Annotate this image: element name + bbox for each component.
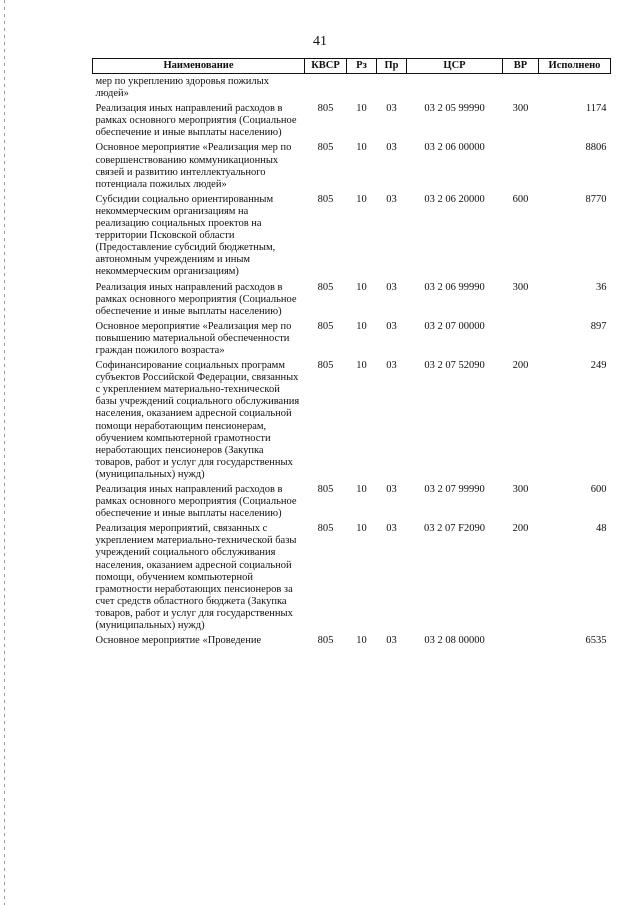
cell-pr: 03 [386, 281, 397, 293]
cell-kvsr: 805 [317, 484, 334, 495]
cell-name: Софинансирование социальных программ субъектов Российской Федерации, связанных с укреплением материально-технической базы учреждений социального обслуживания населения, оказанием адресной социальной помощи неработающим пенсионерам, обучением компьютерной грамотности неработающих пенсионеров (Закупка товаров, работ и услуг для государственных (муниципальных) нужд) [95, 360, 300, 480]
cell-amount: 897 [590, 320, 607, 332]
cell-name: Реализация иных направлений расходов в рамках основного мероприятия (Социальное обеспечение и иные выплаты населению) [95, 484, 297, 520]
table-row [93, 192, 611, 280]
cell-kvsr: 805 [317, 281, 334, 293]
cell-amount: 8770 [585, 193, 607, 205]
cell-vr: 600 [512, 193, 529, 205]
cell-kvsr: 805 [317, 360, 334, 372]
table-header-row [93, 59, 611, 74]
cell-amount: 48 [596, 523, 607, 535]
cell-amount: 1174 [585, 103, 607, 115]
cell-vr [503, 74, 539, 102]
table-row [93, 280, 611, 319]
cell-name: Основное мероприятие «Проведение [95, 635, 262, 647]
cell-rz: 10 [356, 320, 367, 332]
cell-vr: 200 [512, 360, 529, 372]
table-row [93, 482, 611, 521]
cell-pr: 03 [386, 523, 397, 535]
cell-rz: 10 [356, 484, 367, 495]
cell-pr: 03 [386, 193, 397, 205]
cell-name: Субсидии социально ориентированным некоммерческим организациям на реализацию социальных проектов на территории Псковской области (Предоставление субсидий бюджетным, автономным учреждениям и иным некоммерческим организациям) [95, 193, 276, 278]
cell-rz: 10 [356, 360, 367, 372]
cell-kvsr: 805 [317, 320, 334, 332]
cell-amount: 6535 [585, 635, 607, 647]
cell-name: Основное мероприятие «Реализация мер по повышению материальной обеспеченности граждан пожилого возраста» [95, 320, 292, 356]
cell-rz: 10 [356, 281, 367, 293]
cell-csr: 03 2 07 00000 [424, 320, 485, 332]
cell-amount: 8806 [585, 142, 607, 154]
cell-rz: 10 [356, 523, 367, 535]
cell-kvsr: 805 [317, 635, 334, 647]
table-row [93, 358, 611, 482]
cell-pr: 03 [386, 142, 397, 154]
cell-pr: 03 [386, 484, 397, 495]
header-rz: Рз [347, 59, 377, 74]
cell-rz: 10 [356, 635, 367, 647]
table-body [93, 74, 611, 649]
cell-csr: 03 2 06 99990 [424, 281, 485, 293]
cell-rz: 10 [356, 103, 367, 115]
cell-name: Реализация иных направлений расходов в рамках основного мероприятия (Социальное обеспечение и иные выплаты населению) [95, 281, 297, 317]
cell-csr: 03 2 07 99990 [424, 484, 485, 495]
page-number: 41 [313, 34, 327, 49]
cell-vr: 200 [512, 523, 529, 535]
table-row [93, 74, 611, 102]
cell-vr: 300 [512, 103, 529, 115]
header-csr: ЦСР [407, 59, 503, 74]
cell-csr: 03 2 07 F2090 [424, 523, 485, 535]
header-kvsr: КВСР [305, 59, 347, 74]
cell-kvsr: 805 [317, 142, 334, 154]
cell-rz: 10 [356, 142, 367, 154]
cell-csr: 03 2 05 99990 [424, 103, 485, 115]
cell-vr: 300 [512, 484, 529, 495]
cell-amount: 249 [590, 360, 607, 372]
cell-csr [407, 74, 503, 102]
header-vr: ВР [503, 59, 539, 74]
header-pr: Пр [377, 59, 407, 74]
cell-csr: 03 2 08 00000 [424, 635, 485, 647]
table-row [93, 140, 611, 191]
cell-rz: 10 [356, 193, 367, 205]
cell-vr [503, 319, 539, 358]
table-row [93, 101, 611, 140]
cell-vr [503, 633, 539, 648]
cell-csr: 03 2 07 52090 [424, 360, 485, 372]
scan-edge [4, 0, 5, 905]
cell-pr: 03 [386, 320, 397, 332]
cell-name: мер по укреплению здоровья пожилых людей» [95, 76, 269, 100]
cell-csr: 03 2 06 20000 [424, 193, 485, 205]
cell-vr: 300 [512, 281, 529, 293]
cell-amount: 600 [590, 484, 607, 495]
cell-pr: 03 [386, 360, 397, 372]
cell-rz [347, 74, 377, 102]
cell-kvsr: 805 [317, 523, 334, 535]
cell-vr [503, 140, 539, 191]
expenditure-table [92, 58, 611, 648]
cell-name: Реализация мероприятий, связанных с укреплением материально-технической базы учреждений социального обслуживания населения, оказанием адресной социальной помощи, обучением компьютерной грамотности неработающих пенсионеров за счет средств областного бюджета (Закупка товаров, работ и услуг для государственных (муниципальных) нужд) [95, 523, 297, 632]
table-row [93, 633, 611, 648]
table-row [93, 319, 611, 358]
cell-kvsr: 805 [317, 193, 334, 205]
cell-kvsr: 805 [317, 103, 334, 115]
cell-pr: 03 [386, 635, 397, 647]
cell-name: Реализация иных направлений расходов в рамках основного мероприятия (Социальное обеспечение и иные выплаты населению) [95, 103, 297, 139]
cell-amount: 36 [596, 281, 607, 293]
header-amount: Исполнено [539, 59, 611, 74]
cell-pr [377, 74, 407, 102]
cell-amount [539, 74, 611, 102]
table-row [93, 521, 611, 633]
header-name: Наименование [93, 59, 305, 74]
cell-name: Основное мероприятие «Реализация мер по совершенствованию коммуникационных связей и развитию интеллектуального потенциала пожилых людей» [95, 142, 292, 190]
cell-pr: 03 [386, 103, 397, 115]
cell-csr: 03 2 06 00000 [424, 142, 485, 154]
cell-kvsr [305, 74, 347, 102]
